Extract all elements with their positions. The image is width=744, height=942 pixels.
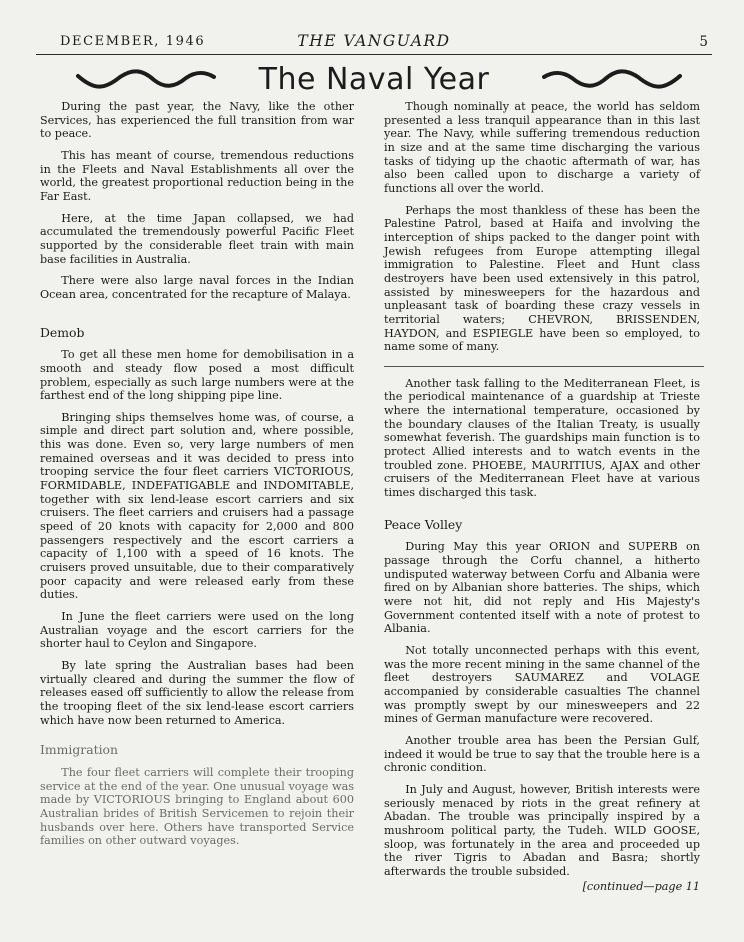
paragraph: Perhaps the most thankless of these has been the Palestine Patrol, based at Haifa and involving the interception of ships packed to the danger point with Jewish refugees from Europe attempting illegal immigration to Palestine. Fleet and Hunt class destroyers have been used extensively in this patrol, assisted by minesweepers for the hazardous and unpleasant task of boarding these crazy vessels in territorial waters; CHEVRON, BRISSENDEN, HAYDON, and ESPIEGLE have been so employed, to name some of many. (384, 203, 700, 354)
paragraph: Another trouble area has been the Persian Gulf, indeed it would be true to say that the trouble here is a chronic condition. (384, 733, 700, 775)
section-heading-demob: Demob (40, 324, 85, 340)
section-heading-immigration: Immigration (40, 742, 118, 758)
article-title-row (36, 60, 712, 104)
paragraph: To get all these men home for demobilisation in a smooth and steady flow posed a most difficult problem, especially as such large numbers were at the farthest end of the long shipping pipe line. (40, 348, 354, 403)
page-number: 5 (699, 34, 708, 50)
page-header (36, 30, 712, 55)
right-swash-ornament (542, 68, 682, 90)
section-heading-peace-volley: Peace Volley (384, 516, 463, 532)
paragraph: This has meant of course, tremendous reductions in the Fleets and Naval Establishments all over the world, the greatest proportional reduction being in the Far East. (40, 148, 354, 203)
paragraph: The four fleet carriers will complete their trooping service at the end of the year. One unusual voyage was made by VICTORIOUS bringing to England about 600 Australian brides of British Servicemen to rejoin their husbands over here. Others have transported Service families on other outward voyages. (40, 765, 354, 848)
publication-name: THE VANGUARD (297, 32, 451, 50)
paragraph: In July and August, however, British interests were seriously menaced by riots in the great refinery at Abadan. The trouble was principally inspired by a mushroom political party, the Tudeh. WILD GOOSE, sloop, was fortunately in the area and proceeded up the river Tigris to Abadan and Basra; shortly afterwards the trouble subsided. (384, 782, 700, 878)
paragraph: By late spring the Australian bases had been virtually cleared and during the summer the flow of releases eased off sufficiently to allow the release from the trooping fleet of the six lend-lease escort carriers which have now been returned to America. (40, 658, 354, 727)
paragraph: During the past year, the Navy, like the other Services, has experienced the full transition from war to peace. (40, 100, 354, 141)
paragraph: Bringing ships themselves home was, of course, a simple and direct part solution and, where possible, this was done. Even so, very large numbers of men remained overseas and it was decided to press into trooping service the four fleet carriers VICTORIOUS, FORMIDABLE, INDEFATIGABLE and INDOMITABLE, together with six lend-lease escort carriers and six cruisers. The fleet carriers and cruisers had a passage speed of 20 knots with capacity for 2,000 and 800 passengers respectively and the escort carriers a capacity of 1,100 with a speed of 16 knots. The cruisers proved unsuitable, due to their comparatively poor capacity and were released early from these duties. (40, 410, 354, 602)
paragraph: Another task falling to the Mediterranean Fleet, is the periodical maintenance of a guardship at Trieste where the international temperature, occasioned by the boundary clauses of the Italian Treaty, is usually somewhat feverish. The guardships main function is to protect Allied interests and to watch events in the troubled zone. PHOEBE, MAURITIUS, AJAX and other cruisers of the Mediterranean Fleet have at various times discharged this task. (384, 376, 700, 500)
column-rule (384, 366, 704, 367)
paragraph: In June the fleet carriers were used on the long Australian voyage and the escort carriers for the shorter haul to Ceylon and Singapore. (40, 610, 354, 651)
paragraph: Here, at the time Japan collapsed, we had accumulated the tremendously powerful Pacific Fleet supported by the considerable fleet train with main base facilities in Australia. (40, 211, 354, 266)
article-title: The Naval Year (258, 62, 490, 97)
paragraph: Not totally unconnected perhaps with this event, was the more recent mining in the same channel of the fleet destroyers SAUMAREZ and VOLAGE accompanied by considerable casualties The channel was promptly swept by our minesweepers and 22 mines of German manufacture were recovered. (384, 643, 700, 726)
continuation-line (384, 880, 700, 894)
left-column (40, 100, 354, 856)
paragraph: Though nominally at peace, the world has seldom presented a less tranquil appearance than in this last year. The Navy, while suffering tremendous reduction in size and at the same time discharging the various tasks of tidying up the chaotic aftermath of war, has also been called upon to discharge a variety of functions all over the world. (384, 100, 700, 195)
paragraph: During May this year ORION and SUPERB on passage through the Corfu channel, a hitherto undisputed waterway between Corfu and Albania were fired on by Albanian shore batteries. The ships, which were not hit, did not reply and His Majesty's Government contented itself with a note of protest to Albania. (384, 540, 700, 636)
continued-note: [continued—page 11 (582, 880, 700, 894)
issue-date: DECEMBER, 1946 (60, 34, 206, 49)
paragraph: There were also large naval forces in the Indian Ocean area, concentrated for the recapture of Malaya. (40, 274, 354, 301)
right-column (384, 100, 700, 894)
